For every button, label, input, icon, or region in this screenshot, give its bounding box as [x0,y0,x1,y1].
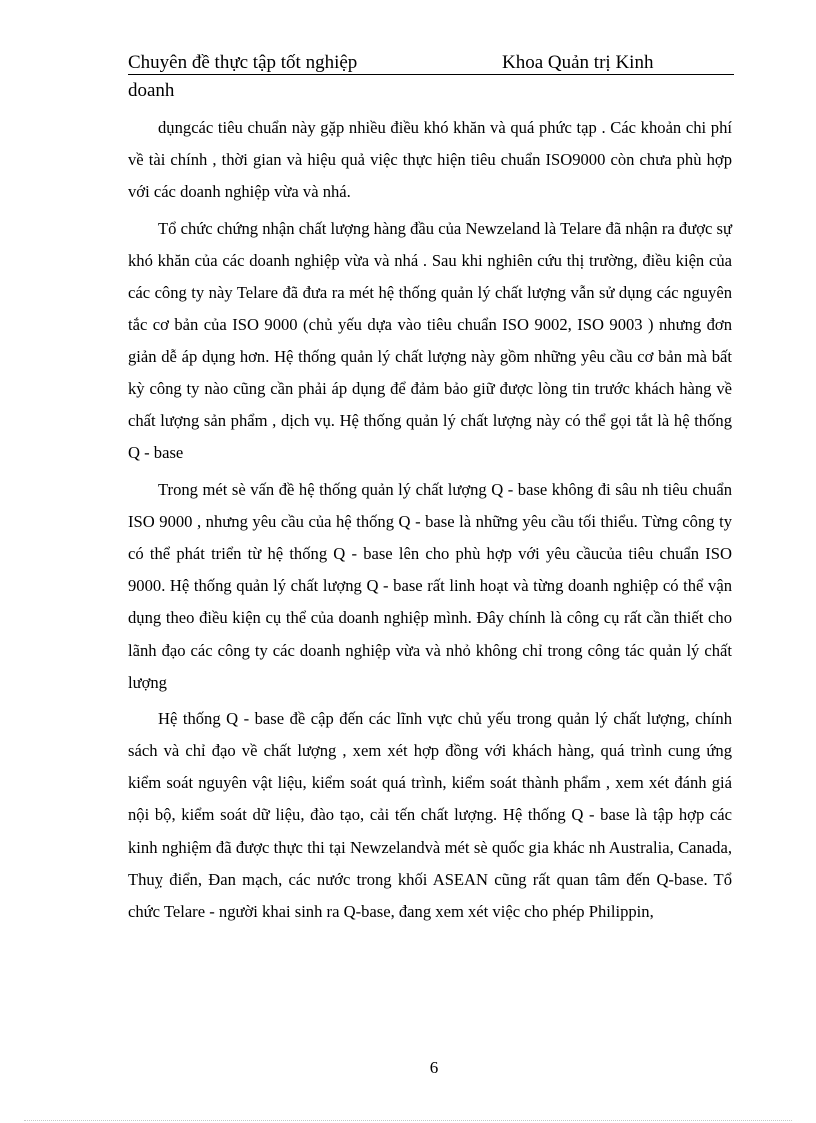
page-bottom-divider [24,1120,792,1121]
header-title-continuation: doanh [128,80,175,101]
paragraph-2: Tổ chức chứng nhận chất lượng hàng đầu của Newzeland là Telare đã nhận ra được sự khó khăn của các doanh nghiệp vừa và nhá . Sau khi nghiên cứu thị trường, điều kiện của các công ty này Telare đã đưa ra mét hệ thống quản lý chất lượng vẫn sử dụng các nguyên tắc cơ bản của ISO 9000 (chủ yếu dựa vào tiêu chuẩn ISO 9002, ISO 9003 ) nhưng đơn giản dễ áp dụng hơn. Hệ thống quản lý chất lượng này gồm những yêu cầu cơ bản mà bất kỳ công ty nào cũng cần phải áp dụng để đảm bảo giữ được lòng tin trước khách hàng về chất lượng sản phẩm , dịch vụ. Hệ thống quản lý chất lượng này có thể gọi tắt là hệ thống Q - base [128,218,732,463]
header-title-left: Chuyên đề thực tập tốt nghiệp [128,52,358,73]
body-text [128,112,732,928]
page-header [128,50,734,101]
paragraph-3: Trong mét sè vấn đề hệ thống quản lý chất lượng Q - base không đi sâu nh tiêu chuẩn ISO 9000 , nhưng yêu cầu của hệ thống Q - base là những yêu cầu tối thiểu. Từng công ty có thể phát triển từ hệ thống Q - base lên cho phù hợp với yêu cầucủa tiêu chuẩn ISO 9000. Hệ thống quản lý chất lượng Q - base rất linh hoạt và từng doanh nghiệp có thể vận dụng theo điều kiện cụ thể của doanh nghiệp mình. Đây chính là công cụ rất cần thiết cho lãnh đạo các công ty các doanh nghiệp vừa và nhỏ không chỉ trong công tác quản lý chất lượng [128,480,732,692]
paragraph-1: dụngcác tiêu chuẩn này gặp nhiều điều khó khăn và quá phức tạp . Các khoản chi phí về tài chính , thời gian và hiệu quả việc thực hiện tiêu chuẩn ISO9000 còn chưa phù hợp với các doanh nghiệp vừa và nhá. [128,118,732,202]
header-title-right: Khoa Quản trị Kinh [502,52,654,73]
page-number: 6 [429,1058,439,1077]
paragraph-4: Hệ thống Q - base đề cập đến các lĩnh vực chủ yếu trong quản lý chất lượng, chính sách và chỉ đạo về chất lượng , xem xét hợp đồng với khách hàng, quá trình cung ứng kiểm soát nguyên vật liệu, kiểm soát quá trình, kiểm soát thành phẩm , xem xét đánh giá nội bộ, kiểm soát dữ liệu, đào tạo, cải tến chất lượng. Hệ thống Q - base là tập hợp các kinh nghiệm đã được thực thi tại Newzelandvà mét sè quốc gia khác nh Australia, Canada, Thuỵ điển, Đan mạch, các nước trong khối ASEAN cũng rất quan tâm đến Q-base. Tổ chức Telare - người khai sinh ra Q-base, đang xem xét việc cho phép Philippin, [128,709,732,921]
header-underline [128,50,734,75]
